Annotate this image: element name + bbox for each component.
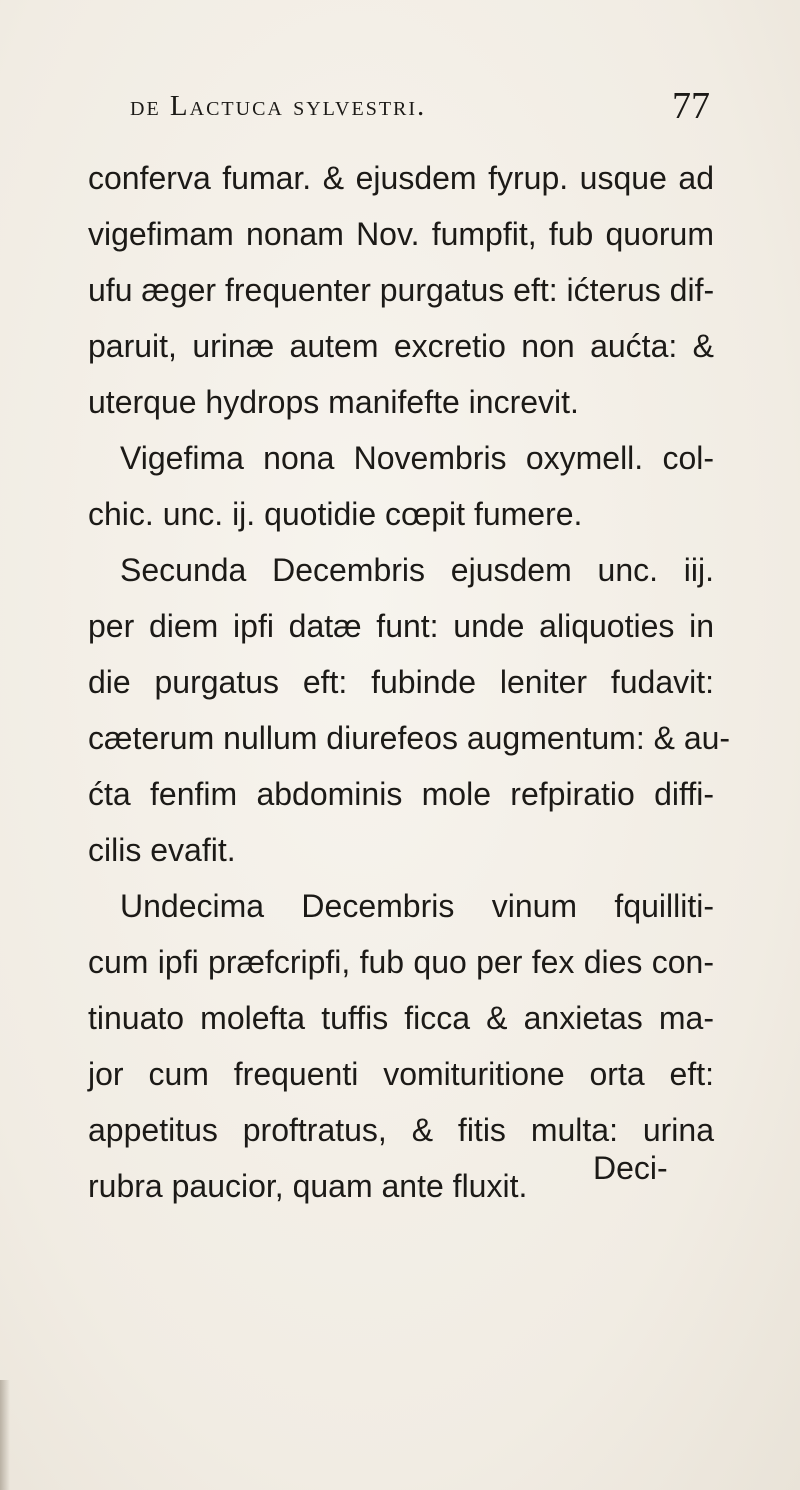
page-number: 77 [672,85,710,127]
text-line: appetitus proftratus, & fitis multa: urina [88,1112,714,1148]
text-line: paruit, urinæ autem excretio non aućta: & [88,328,714,364]
text-line: chic. unc. ij. quotidie cœpit fumere. [88,496,583,532]
text-line: uterque hydrops manifefte increvit. [88,384,579,420]
text-line: Secunda Decembris ejusdem unc. iij. [120,552,714,588]
text-line: per diem ipfi datæ funt: unde aliquoties in [88,608,714,644]
text-line: ćta fenfim abdominis mole refpiratio diffi- [88,776,714,812]
text-line: cum ipfi præfcripfi, fub quo per fex dies con- [88,944,714,980]
text-line: rubra paucior, quam ante fluxit. [88,1168,528,1204]
text-line: cæterum nullum diurefeos augmentum: & au- [88,720,731,756]
running-title: de Lactuca sylvestri. [130,90,427,122]
text-line: jor cum frequenti vomituritione orta eft: [88,1056,714,1092]
text-line: ufu æger frequenter purgatus eft: ićterus dif- [88,272,715,308]
page-edge-shadow [0,1380,10,1490]
body-text [88,150,731,1214]
text-line: tinuato molefta tuffis ficca & anxietas ma- [88,1000,714,1036]
catchword: Deci- [593,1150,668,1186]
running-header [130,85,710,140]
text-line: cilis evafit. [88,832,236,868]
text-line: vigefimam nonam Nov. fumpfit, fub quorum [88,216,714,252]
text-line: conferva fumar. & ejusdem fyrup. usque ad [88,160,714,196]
text-line: Vigefima nona Novembris oxymell. col- [120,440,714,476]
text-line: Undecima Decembris vinum fquilliti- [120,888,714,924]
text-line: die purgatus eft: fubinde leniter fudavit: [88,664,714,700]
